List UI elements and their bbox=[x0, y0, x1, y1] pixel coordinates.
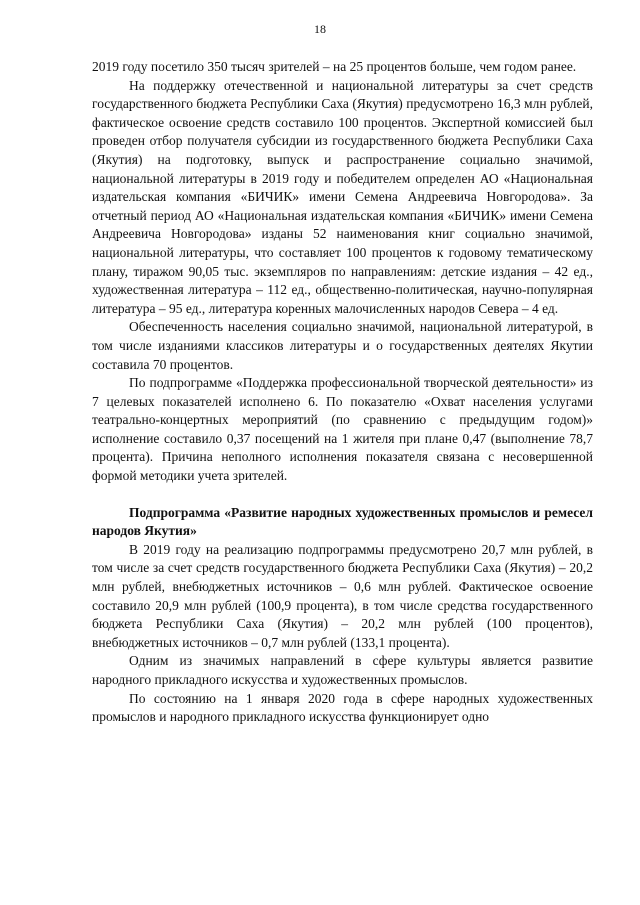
paragraph-continuation: 2019 году посетило 350 тысяч зрителей – на 25 процентов больше, чем годом ранее. bbox=[92, 59, 577, 74]
paragraph-literature-support: На поддержку отечественной и национальной литературы за счет средств государственного бюджета Республики Саха (Якутия) предусмотрено 16,3 млн рублей, фактическое освоение средств составило 100 процентов. Экспертной комиссией был проведен отбор получателя субсидии из государственного бюджета Республики Саха (Якутия) на подготовку, выпуск и распространение социально значимой, национальной литературы в 2019 году и победителем определен АО «Национальная издательская компания «БИЧИК» имени Семена Андреевича Новгородова». За отчетный период АО «Национальная издательская компания «БИЧИК» имени Семена Андреевича Новгородова» изданы 52 наименования книг социально значимой, национальной литературы, что составляет 100 процентов к годовому тематическому плану, тиражом 90,05 тыс. экземпляров по направлениям: детские издания – 42 ед., художественная литература – 112 ед., общественно-политическая, научно-популярная литература – 95 ед., литература коренных малочисленных народов Севера – 4 ед. bbox=[92, 77, 593, 316]
paragraph-subprogram-funding: В 2019 году на реализацию подпрограммы предусмотрено 20,7 млн рублей, в том числе за счет средств государственного бюджета Республики Саха (Якутия) – 20,2 млн рублей, внебюджетных источников – 0,6 млн рублей. Фактическое освоение составило 20,9 млн рублей (100,9 процента), в том числе средства государственного бюджета Республики Саха (Якутия) – 20,2 млн рублей (100 процентов), внебюджетных источников – 0,7 млн рублей (133,1 процента). bbox=[92, 541, 593, 650]
paragraph-creative-activity: По подпрограмме «Поддержка профессиональной творческой деятельности» из 7 целевых показателей исполнено 6. По показателю «Охват населения услугами театрально-концертных мероприятий (по сравнению с предыдущим годом)» исполнение составило 0,37 посещений на 1 жителя при плане 0,47 (выполнение 78,7 процента). Причина неполного исполнения показателя связана с несовершенной формой методики учета зрителей. bbox=[92, 375, 593, 484]
paragraph-literature-provision: Обеспеченность населения социально значимой, национальной литературой, в том числе изданиями классиков литературы и о государственных деятелях Якутии составила 70 процентов. bbox=[92, 319, 593, 372]
document-body bbox=[92, 58, 593, 727]
section-heading: Подпрограмма «Развитие народных художественных промыслов и ремесел народов Якутия» bbox=[92, 504, 593, 539]
page-number: 18 bbox=[314, 22, 326, 36]
paragraph-folk-art-direction: Одним из значимых направлений в сфере культуры является развитие народного прикладного искусства и художественных промыслов. bbox=[92, 653, 593, 687]
paragraph-folk-crafts-status: По состоянию на 1 января 2020 года в сфере народных художественных промыслов и народного прикладного искусства функционирует одно bbox=[92, 690, 593, 725]
